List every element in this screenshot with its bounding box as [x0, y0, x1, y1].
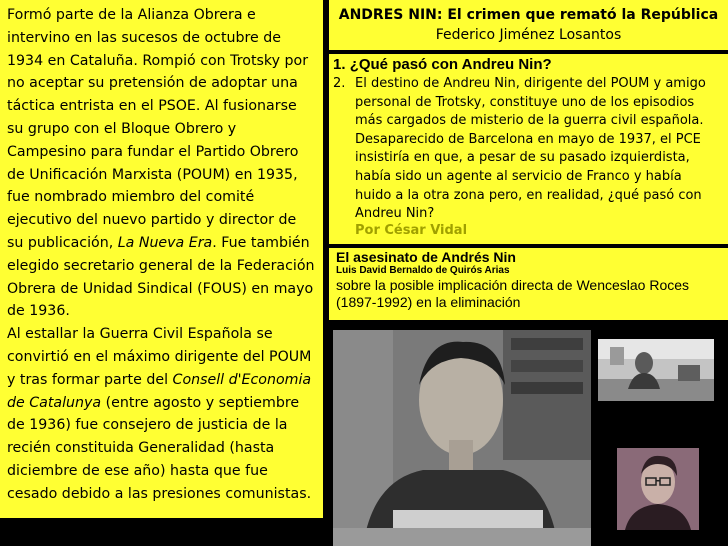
article-item-1[interactable]: [333, 57, 724, 73]
nin-main-photo: [333, 330, 591, 546]
council-name: Consell d'Economia de Catalunya: [7, 371, 312, 411]
bio-text: . Fue también elegido secretario general de la Federación Obrera de Unidad Sindical (FOUS) en mayo de 1936.: [7, 234, 315, 320]
bio-paragraph-1: [7, 4, 317, 323]
assassination-box: [329, 248, 728, 320]
publication-name: La Nueva Era: [117, 234, 213, 251]
page-title: ANDRES NIN: El crimen que remató la República: [338, 7, 719, 23]
item-number: 2.: [333, 76, 346, 91]
nin-portrait-photo: [617, 448, 699, 530]
article-item-2: [333, 75, 724, 238]
assassination-subtitle: sobre la posible implicación directa de Wenceslao Roces (1897-1992) en la eliminación: [336, 277, 690, 310]
bio-text: (entre agosto y septiembre de 1936) fue consejero de justicia de la recién constituida Generalidad (hasta diciembre de ese año) hasta que fue cesado debido a las presiones comunistas.: [7, 394, 312, 502]
bio-text: Al estallar la Guerra Civil Española se convirtió en el máximo dirigente del POUM y tras formar parte del: [7, 326, 312, 388]
bio-paragraph-2: [7, 323, 317, 505]
item-title: ¿Qué pasó con Andreu Nin?: [349, 56, 552, 73]
header-author: Federico Jiménez Losantos: [435, 27, 622, 43]
nin-desk-photo: [598, 339, 714, 401]
bio-text: Formó parte de la Alianza Obrera e intervino en las sucesos de octubre de 1934 en Cataluña. Rompió con Trotsky por no aceptar su pretensión de adoptar una táctica entrista en el PSOE. Al fusionarse su grupo con el Bloque Obrero y Campesino para fundar el Partido Obrero de Unificación Marxista (POUM) en 1935, fue nombrado miembro del comité ejecutivo del nuevo partido y director de su publicación,: [7, 7, 309, 251]
article-box: [329, 54, 728, 244]
assassination-title[interactable]: El asesinato de Andrés Nin: [336, 249, 516, 265]
byline-link[interactable]: Por César Vidal: [355, 222, 468, 238]
biography-panel: [0, 0, 323, 518]
item-number: 1.: [333, 56, 346, 73]
article-summary: El destino de Andreu Nin, dirigente del POUM y amigo personal de Trotsky, constituye uno de los episodios más cargados de misterio de la guerra civil española. Desaparecido de Barcelona en mayo de 1937, el PCE insistiría en que, a pesar de su pasado izquierdista, había sido un agente al servicio de Franco y había huido a la otra zona pero, en realidad, ¿qué pasó con Andreu Nin?: [355, 76, 706, 222]
header-box: [329, 0, 728, 50]
assassination-author: Luis David Bernaldo de Quirós Arias: [336, 265, 510, 276]
